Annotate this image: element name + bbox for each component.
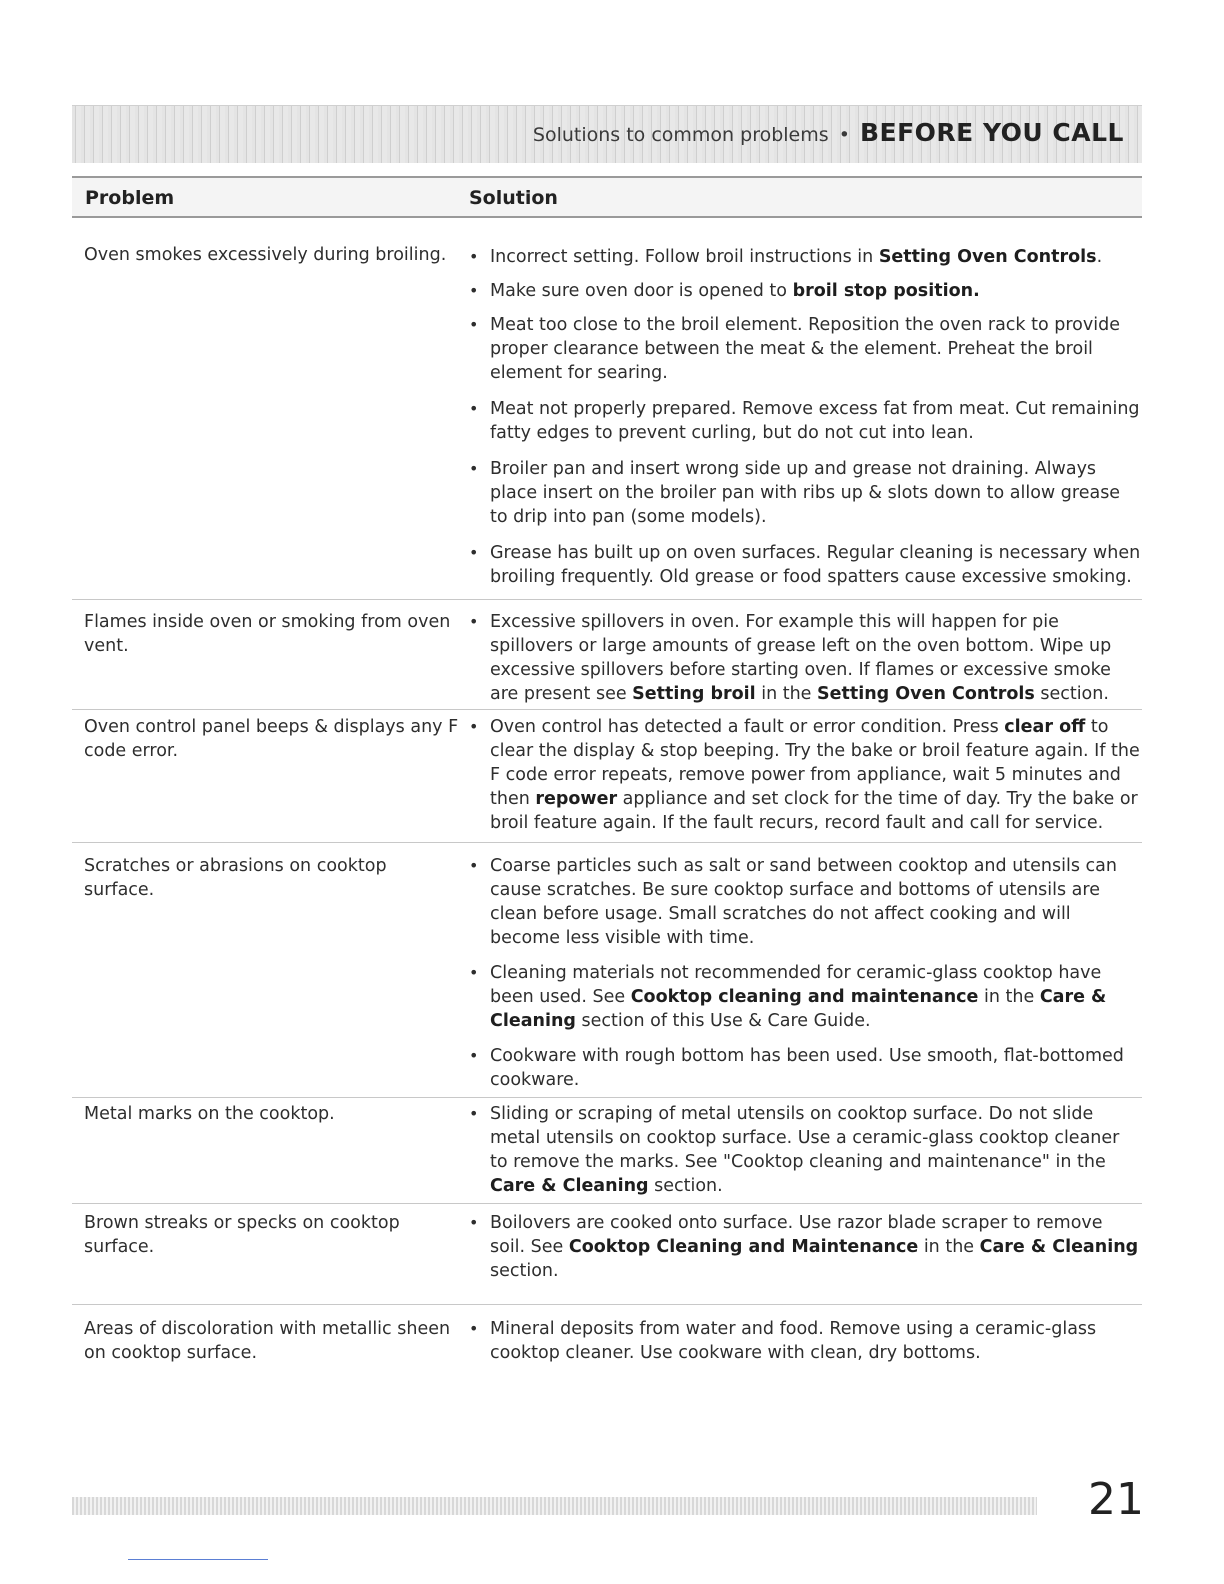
problem-cell: Oven control panel beeps & displays any F code error. <box>84 717 459 761</box>
section-header <box>533 118 1124 147</box>
table-row <box>72 1304 1142 1375</box>
section-subtitle: Solutions to common problems <box>532 124 829 146</box>
solution-cell <box>462 715 1142 835</box>
solution-item: • Cookware with rough bottom has been used. Use smooth, flat-bottomed cookware. <box>462 1044 1142 1092</box>
solution-item: • Make sure oven door is opened to broil stop position. <box>462 279 1142 303</box>
table-row <box>72 218 1142 599</box>
emphasized-reference: Care & Cleaning <box>490 987 1107 1031</box>
scan-artifact-line <box>128 1559 268 1560</box>
footer-decorative-bar <box>72 1497 1037 1515</box>
solution-item: • Meat not properly prepared. Remove excess fat from meat. Cut remaining fatty edges to prevent curling, but do not cut into lean. <box>462 397 1142 445</box>
emphasized-reference: Setting Oven Controls <box>878 247 1097 267</box>
header-separator: • <box>838 124 850 146</box>
solution-cell <box>462 854 1142 1092</box>
problem-cell: Oven smokes excessively during broiling. <box>84 245 447 265</box>
solution-item: • Incorrect setting. Follow broil instructions in Setting Oven Controls. <box>462 245 1142 269</box>
solution-column-header: Solution <box>469 187 558 209</box>
emphasized-reference: repower <box>535 789 618 809</box>
troubleshooting-table <box>72 218 1142 1375</box>
problem-cell: Flames inside oven or smoking from oven vent. <box>84 612 451 656</box>
table-header <box>72 176 1142 218</box>
problem-column-header: Problem <box>85 187 175 209</box>
emphasized-reference: Care & Cleaning <box>979 1237 1139 1257</box>
table-row <box>72 1203 1142 1304</box>
solution-cell <box>462 245 1142 589</box>
table-row <box>72 1097 1142 1203</box>
emphasized-reference: clear off <box>1004 717 1086 737</box>
solution-item: • Cleaning materials not recommended for ceramic-glass cooktop have been used. See Cooktop cleaning and maintenance in the Care & Cleaning section of this Use & Care Guide. <box>462 961 1142 1033</box>
solution-item: • Boilovers are cooked onto surface. Use razor blade scraper to remove soil. See Cooktop Cleaning and Maintenance in the Care & Cleaning section. <box>462 1211 1142 1283</box>
solution-cell <box>462 1317 1142 1365</box>
emphasized-reference: Cooktop Cleaning and Maintenance <box>568 1237 919 1257</box>
table-row <box>72 842 1142 1097</box>
section-header-band <box>72 105 1142 163</box>
emphasized-reference: broil stop position. <box>792 281 980 301</box>
solution-item: • Mineral deposits from water and food. Remove using a ceramic-glass cooktop cleaner. Use cookware with clean, dry bottoms. <box>462 1317 1142 1365</box>
emphasized-reference: Setting Oven Controls <box>817 684 1035 704</box>
emphasized-reference: Care & Cleaning <box>490 1176 649 1196</box>
solution-item: • Grease has built up on oven surfaces. Regular cleaning is necessary when broiling frequently. Old grease or food spatters cause excessive smoking. <box>462 541 1142 589</box>
table-row <box>72 599 1142 709</box>
emphasized-reference: Setting broil <box>632 684 756 704</box>
problem-cell: Scratches or abrasions on cooktop surface. <box>84 856 387 900</box>
solution-item: • Oven control has detected a fault or error condition. Press clear off to clear the display & stop beeping. Try the bake or broil feature again. If the F code error repeats, remove power from appliance, wait 5 minutes and then repower appliance and set clock for the time of day. Try the bake or broil feature again. If the fault recurs, record fault and call for service. <box>462 715 1142 835</box>
solution-item: • Sliding or scraping of metal utensils on cooktop surface. Do not slide metal utensils on cooktop surface. Use a ceramic-glass cooktop cleaner to remove the marks. See "Cooktop cleaning and maintenance" in the Care & Cleaning section. <box>462 1102 1142 1198</box>
solution-item: • Coarse particles such as salt or sand between cooktop and utensils can cause scratches. Be sure cooktop surface and bottoms of utensils are clean before usage. Small scratches do not affect cooking and will become less visible with time. <box>462 854 1142 950</box>
solution-item: • Meat too close to the broil element. Reposition the oven rack to provide proper clearance between the meat & the element. Preheat the broil element for searing. <box>462 313 1142 385</box>
solution-item: • Excessive spillovers in oven. For example this will happen for pie spillovers or large amounts of grease left on the oven bottom. Wipe up excessive spillovers before starting oven. If flames or excessive smoke are present see Setting broil in the Setting Oven Controls section. <box>462 610 1142 706</box>
section-title: BEFORE YOU CALL <box>859 118 1124 147</box>
problem-cell: Metal marks on the cooktop. <box>84 1104 335 1124</box>
solution-cell <box>462 1102 1142 1198</box>
solution-item: • Broiler pan and insert wrong side up and grease not draining. Always place insert on the broiler pan with ribs up & slots down to allow grease to drip into pan (some models). <box>462 457 1142 529</box>
solution-cell <box>462 610 1142 706</box>
solution-cell <box>462 1211 1142 1283</box>
problem-cell: Brown streaks or specks on cooktop surface. <box>84 1213 400 1257</box>
problem-cell: Areas of discoloration with metallic sheen on cooktop surface. <box>84 1319 451 1363</box>
emphasized-reference: Cooktop cleaning and maintenance <box>630 987 979 1007</box>
table-row <box>72 709 1142 842</box>
page-number: 21 <box>1088 1474 1144 1525</box>
